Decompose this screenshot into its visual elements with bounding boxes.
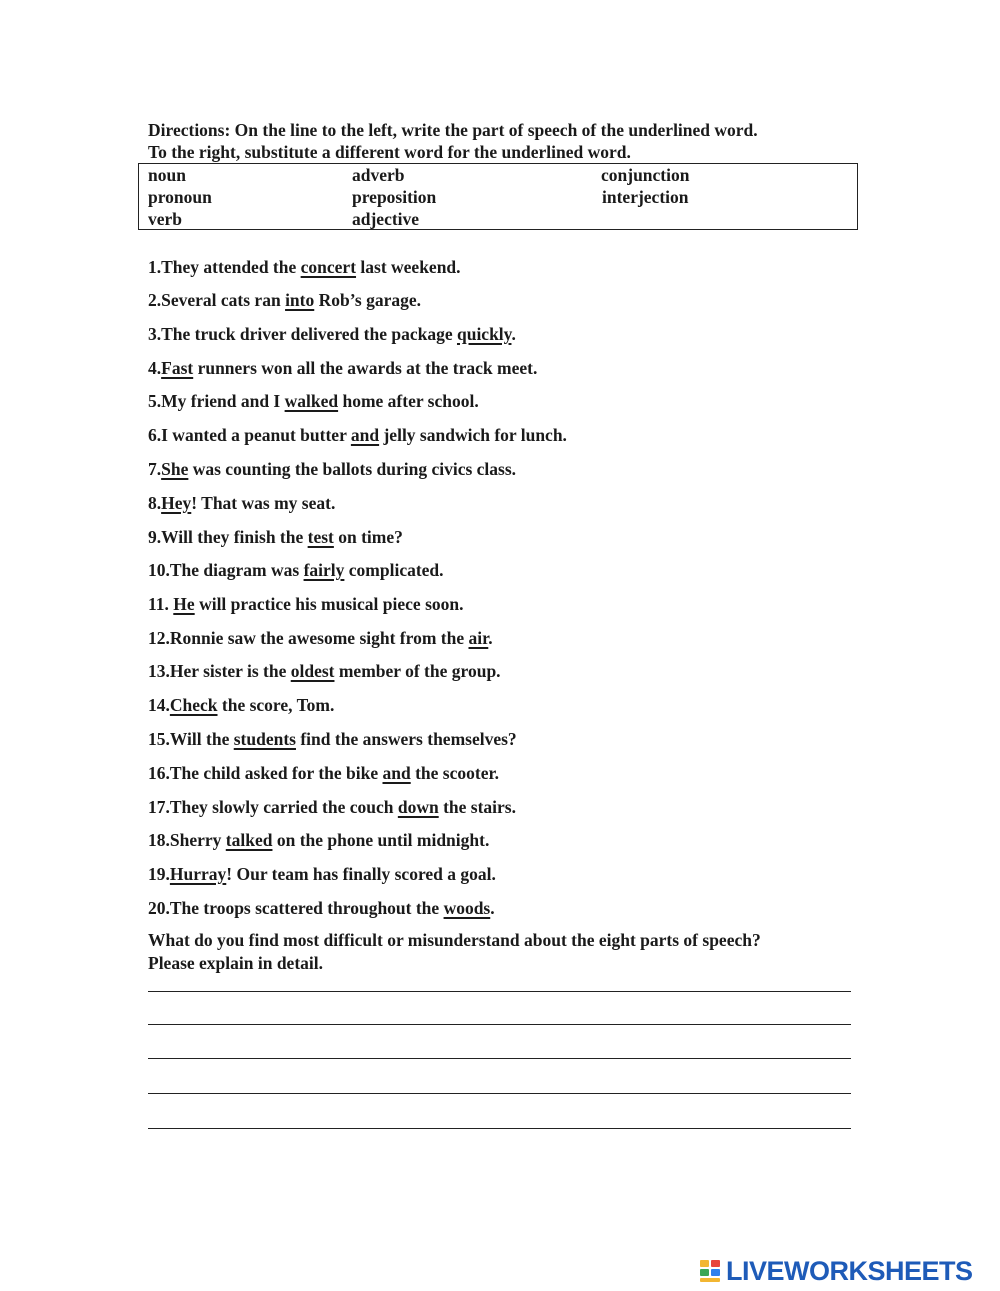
item-number: 18. bbox=[148, 830, 170, 850]
exercise-item bbox=[148, 287, 421, 313]
underlined-word: concert bbox=[300, 257, 357, 277]
sentence-text: member of the group. bbox=[334, 661, 501, 681]
pos-verb: verb bbox=[148, 209, 183, 229]
exercise-item bbox=[148, 591, 464, 617]
underlined-word: Check bbox=[169, 695, 218, 715]
underlined-word: fairly bbox=[303, 560, 345, 580]
item-number: 8. bbox=[148, 493, 162, 513]
underlined-word: down bbox=[397, 797, 439, 817]
item-number: 16. bbox=[148, 763, 170, 783]
directions bbox=[148, 119, 868, 163]
item-number: 7. bbox=[148, 459, 162, 479]
item-number: 13. bbox=[148, 661, 170, 681]
underlined-word: and bbox=[350, 425, 380, 445]
sentence-text: runners won all the awards at the track meet. bbox=[193, 358, 538, 378]
directions-line-1: Directions: On the line to the left, write the part of speech of the underlined word. bbox=[148, 120, 758, 140]
answer-line[interactable] bbox=[148, 1128, 851, 1129]
exercise-item bbox=[148, 658, 501, 684]
parts-of-speech-box bbox=[138, 163, 858, 230]
sentence-text: the stairs. bbox=[438, 797, 516, 817]
sentence-text: Will the bbox=[169, 729, 234, 749]
exercise-item bbox=[148, 557, 444, 583]
item-number: 19. bbox=[148, 864, 170, 884]
exercise-item bbox=[148, 895, 495, 921]
item-number: 9. bbox=[148, 527, 162, 547]
exercise-item bbox=[148, 456, 516, 482]
logo-text: LIVEWORKSHEETS bbox=[726, 1256, 973, 1286]
underlined-word: and bbox=[382, 763, 411, 783]
underlined-word: walked bbox=[284, 391, 339, 411]
liveworksheets-logo-icon bbox=[700, 1258, 722, 1284]
sentence-text: will practice his musical piece soon. bbox=[194, 594, 464, 614]
item-number: 17. bbox=[148, 797, 170, 817]
sentence-text: I wanted a peanut butter bbox=[161, 425, 351, 445]
sentence-text: the scooter. bbox=[410, 763, 500, 783]
sentence-text: complicated. bbox=[344, 560, 444, 580]
pos-interjection: interjection bbox=[602, 187, 689, 207]
pos-conjunction: conjunction bbox=[601, 165, 690, 185]
reflection-question bbox=[148, 929, 868, 975]
underlined-word: talked bbox=[225, 830, 273, 850]
sentence-text: Ronnie saw the awesome sight from the bbox=[169, 628, 469, 648]
underlined-word: He bbox=[173, 594, 195, 614]
liveworksheets-logo bbox=[700, 1256, 973, 1286]
exercise-item bbox=[148, 355, 537, 381]
answer-line[interactable] bbox=[148, 1093, 851, 1094]
sentence-text: on time? bbox=[333, 527, 403, 547]
answer-line[interactable] bbox=[148, 1058, 851, 1059]
underlined-word: quickly bbox=[456, 324, 512, 344]
item-number: 6. bbox=[148, 425, 162, 445]
sentence-text: was counting the ballots during civics class. bbox=[188, 459, 517, 479]
sentence-text: last weekend. bbox=[356, 257, 461, 277]
exercise-item bbox=[148, 726, 517, 752]
sentence-text: . bbox=[490, 898, 495, 918]
pos-adjective: adjective bbox=[352, 209, 420, 229]
item-number: 3. bbox=[148, 324, 162, 344]
sentence-text: They attended the bbox=[161, 257, 301, 277]
exercise-item bbox=[148, 794, 516, 820]
question-line-1: What do you find most difficult or misunderstand about the eight parts of speech? bbox=[148, 930, 761, 950]
exercise-item bbox=[148, 861, 496, 887]
answer-line[interactable] bbox=[148, 1024, 851, 1025]
item-number: 1. bbox=[148, 257, 162, 277]
pos-adverb: adverb bbox=[352, 165, 405, 185]
underlined-word: woods bbox=[443, 898, 491, 918]
exercise-item bbox=[148, 388, 479, 414]
sentence-text: The child asked for the bike bbox=[169, 763, 383, 783]
underlined-word: test bbox=[307, 527, 334, 547]
underlined-word: students bbox=[233, 729, 296, 749]
sentence-text: the score, Tom. bbox=[217, 695, 335, 715]
item-number: 5. bbox=[148, 391, 162, 411]
underlined-word: She bbox=[161, 459, 189, 479]
sentence-text: Sherry bbox=[169, 830, 226, 850]
item-number: 4. bbox=[148, 358, 162, 378]
sentence-text: home after school. bbox=[338, 391, 479, 411]
sentence-text: The troops scattered throughout the bbox=[169, 898, 444, 918]
sentence-text: jelly sandwich for lunch. bbox=[379, 425, 567, 445]
sentence-text: ! Our team has finally scored a goal. bbox=[226, 864, 496, 884]
sentence-text: find the answers themselves? bbox=[295, 729, 517, 749]
underlined-word: Hey bbox=[161, 493, 192, 513]
sentence-text: ! That was my seat. bbox=[191, 493, 336, 513]
sentence-text: Several cats ran bbox=[161, 290, 286, 310]
sentence-text: They slowly carried the couch bbox=[169, 797, 398, 817]
exercise-item bbox=[148, 827, 489, 853]
item-number: 12. bbox=[148, 628, 170, 648]
sentence-text: . bbox=[488, 628, 493, 648]
underlined-word: Hurray bbox=[169, 864, 227, 884]
underlined-word: air bbox=[468, 628, 489, 648]
question-line-2: Please explain in detail. bbox=[148, 953, 323, 973]
exercise-item bbox=[148, 254, 461, 280]
exercise-item bbox=[148, 760, 499, 786]
pos-noun: noun bbox=[148, 165, 186, 185]
sentence-text: My friend and I bbox=[161, 391, 285, 411]
pos-pronoun: pronoun bbox=[148, 187, 212, 207]
answer-line[interactable] bbox=[148, 991, 851, 992]
item-number: 10. bbox=[148, 560, 170, 580]
sentence-text: The truck driver delivered the package bbox=[161, 324, 457, 344]
sentence-text: Rob’s garage. bbox=[314, 290, 422, 310]
sentence-text: . bbox=[511, 324, 516, 344]
item-number: 20. bbox=[148, 898, 170, 918]
exercise-item bbox=[148, 524, 403, 550]
sentence-text: Will they finish the bbox=[161, 527, 308, 547]
exercise-item bbox=[148, 625, 493, 651]
sentence-text: Her sister is the bbox=[169, 661, 291, 681]
pos-preposition: preposition bbox=[352, 187, 437, 207]
item-number: 2. bbox=[148, 290, 162, 310]
sentence-text: The diagram was bbox=[169, 560, 304, 580]
directions-line-2: To the right, substitute a different word for the underlined word. bbox=[148, 142, 631, 162]
exercise-item bbox=[148, 321, 516, 347]
exercise-item bbox=[148, 692, 334, 718]
item-number: 14. bbox=[148, 695, 170, 715]
underlined-word: oldest bbox=[290, 661, 335, 681]
exercise-item bbox=[148, 422, 567, 448]
item-number: 11. bbox=[148, 594, 169, 614]
exercise-item bbox=[148, 490, 335, 516]
underlined-word: Fast bbox=[161, 358, 194, 378]
sentence-text: on the phone until midnight. bbox=[272, 830, 490, 850]
underlined-word: into bbox=[285, 290, 315, 310]
item-number: 15. bbox=[148, 729, 170, 749]
